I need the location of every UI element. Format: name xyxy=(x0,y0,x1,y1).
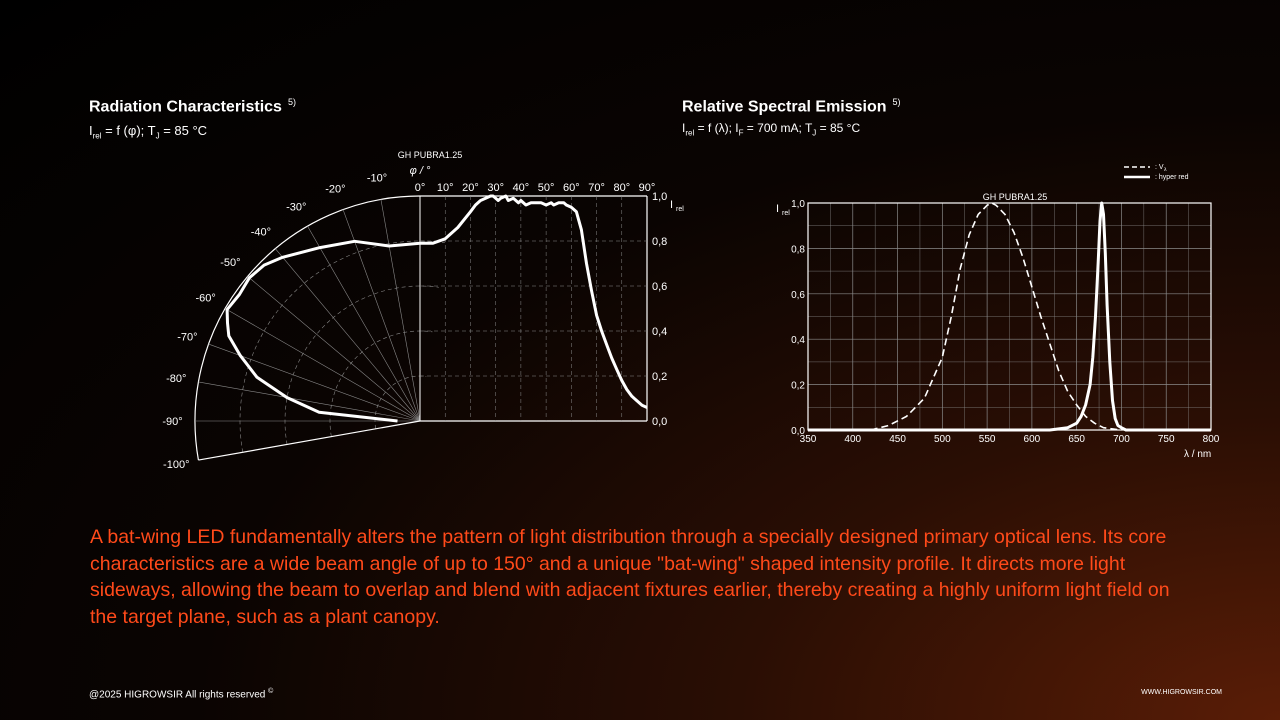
angle-tick-label: 40° xyxy=(512,182,530,194)
angle-tick-label: -20° xyxy=(325,183,346,196)
spectral-device-label: GH PUBRA1.25 xyxy=(982,192,1048,202)
radial-tick-label: 0,2 xyxy=(652,371,668,383)
copyright-notice xyxy=(89,688,273,700)
angle-tick-label: 90° xyxy=(638,182,656,194)
radial-tick-label: 0,8 xyxy=(652,236,668,248)
website-link[interactable]: WWW.HIGROWSIR.COM xyxy=(1141,689,1222,696)
legend-label-vlambda-sub: λ xyxy=(1164,167,1167,173)
radial-axis-label-sub: rel xyxy=(676,206,684,213)
subtitle-part: = 700 mA; T xyxy=(743,121,813,135)
x-axis-label: λ / nm xyxy=(1184,449,1212,460)
x-tick-label: 350 xyxy=(799,434,817,445)
x-tick-label: 500 xyxy=(933,434,951,445)
subtitle-part: = 85 °C xyxy=(159,123,208,138)
polar-device-label: GH PUBRA1.25 xyxy=(397,150,463,160)
angle-tick-label: 30° xyxy=(487,182,504,194)
subtitle-part: I xyxy=(682,121,686,135)
legend-label-vlambda: : V xyxy=(1155,164,1164,171)
y-axis-label-sub: rel xyxy=(782,210,790,217)
y-axis-label: I xyxy=(776,203,780,215)
angle-tick-label: -80° xyxy=(166,373,187,386)
angle-tick-label: -40° xyxy=(250,226,272,239)
copyright-mark: © xyxy=(268,688,274,695)
radiation-title-footnote: 5) xyxy=(287,97,296,107)
y-tick-label: 0,8 xyxy=(791,244,805,256)
x-tick-label: 650 xyxy=(1068,434,1086,445)
angle-tick-label: -50° xyxy=(220,256,241,269)
angle-tick-label: 70° xyxy=(588,182,605,194)
x-tick-label: 400 xyxy=(844,434,862,445)
subtitle-part: = f (φ); T xyxy=(101,123,156,138)
copyright-text: @2025 HIGROWSIR All rights reserved xyxy=(89,689,266,701)
angle-tick-label: 60° xyxy=(563,182,580,194)
subtitle-sub: rel xyxy=(685,128,695,138)
spectral-title-footnote: 5) xyxy=(892,97,901,107)
y-tick-label: 0,2 xyxy=(791,380,805,392)
radial-axis-label: I xyxy=(670,199,674,211)
subtitle-part: = 85 °C xyxy=(816,121,861,135)
spectral-emission-chart xyxy=(776,164,1220,460)
angle-tick-label: 20° xyxy=(462,182,479,194)
y-tick-label: 0,0 xyxy=(791,426,805,437)
radial-tick-label: 0,0 xyxy=(652,416,668,428)
angle-tick-label: -90° xyxy=(162,416,183,428)
polar-grid-circle xyxy=(240,241,445,452)
radiation-polar-chart xyxy=(162,150,684,471)
polar-grid-circle xyxy=(285,286,439,444)
radiation-title-text: Radiation Characteristics xyxy=(89,98,282,116)
angle-tick-label: -70° xyxy=(177,331,198,344)
y-tick-label: 1,0 xyxy=(791,199,805,210)
angle-tick-label: 80° xyxy=(613,182,631,194)
angle-axis-label: φ / ° xyxy=(409,165,431,177)
subtitle-part: = f (λ); I xyxy=(694,121,739,135)
polar-spoke xyxy=(275,249,420,421)
description-paragraph: A bat-wing LED fundamentally alters the pattern of light distribution through a specially designed primary optical lens. Its core characteristics are a wide beam angle of up to 150° and a unique "bat-wing" shaped intensity profile. It directs more light sideways, allowing the beam to overlap and blend with adjacent fixtures earlier, thereby creating a highly uniform light field on the target plane, such as a plant canopy. xyxy=(90,526,1170,628)
subtitle-sub: F xyxy=(738,128,744,138)
subtitle-sub: J xyxy=(155,131,160,141)
x-tick-label: 800 xyxy=(1202,434,1220,445)
x-tick-label: 550 xyxy=(978,434,996,445)
angle-tick-label: -10° xyxy=(366,172,388,185)
angle-tick-label: -60° xyxy=(195,292,216,305)
subtitle-sub: rel xyxy=(92,131,102,141)
polar-spoke xyxy=(248,276,420,421)
x-tick-label: 750 xyxy=(1157,434,1175,445)
angle-tick-label: 50° xyxy=(537,182,555,194)
radial-tick-label: 0,6 xyxy=(652,281,668,293)
subtitle-sub: J xyxy=(812,128,817,138)
legend-label-hyper-red: : hyper red xyxy=(1155,174,1189,181)
radiation-curve-left xyxy=(227,241,420,421)
radial-tick-label: 1,0 xyxy=(652,191,668,203)
angle-tick-label: 10° xyxy=(436,182,454,194)
spectral-title-text: Relative Spectral Emission xyxy=(682,98,887,116)
y-tick-label: 0,6 xyxy=(791,289,805,301)
x-tick-label: 600 xyxy=(1023,434,1041,445)
radial-tick-label: 0,4 xyxy=(652,326,668,338)
polar-bottom-edge xyxy=(198,421,420,460)
angle-tick-label: -100° xyxy=(163,458,190,471)
y-tick-label: 0,4 xyxy=(791,335,805,347)
angle-tick-label: -30° xyxy=(286,201,307,214)
x-tick-label: 700 xyxy=(1113,434,1130,445)
angle-tick-label: 0° xyxy=(414,182,426,194)
subtitle-part: I xyxy=(89,123,93,138)
x-tick-label: 450 xyxy=(889,434,906,445)
